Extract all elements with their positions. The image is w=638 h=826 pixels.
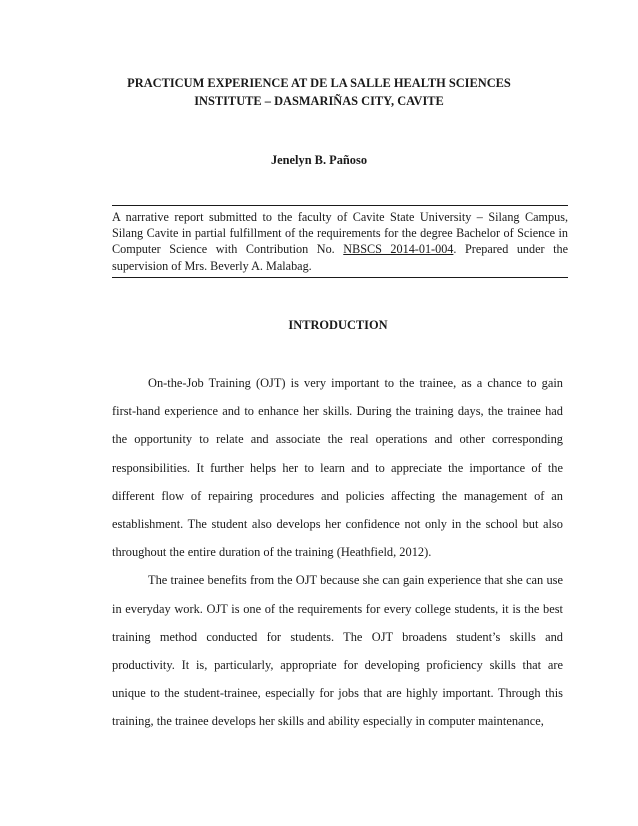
- body-text: [112, 369, 563, 736]
- section-heading: INTRODUCTION: [288, 318, 388, 332]
- paragraph-1: On-the-Job Training (OJT) is very important to the trainee, as a chance to gain first-hand experience and to enhance her skills. During the training days, the trainee had the opportunity to relate and associate the real operations and other corresponding responsibilities. It further helps her to learn and to appreciate the importance of the different flow of repairing procedures and policies affecting the management of an establishment. The student also develops her confidence not only in the school but also throughout the entire duration of the training (Heathfield, 2012).: [112, 376, 563, 560]
- title-line-1: PRACTICUM EXPERIENCE AT DE LA SALLE HEALTH SCIENCES: [127, 76, 511, 90]
- author-name: Jenelyn B. Pañoso: [270, 153, 368, 167]
- contribution-number: NBSCS 2014-01-004: [343, 242, 454, 257]
- paragraph-2: The trainee benefits from the OJT because she can gain experience that she can use in everyday work. OJT is one of the requirements for every college students, it is the best training method conducted for students. The OJT broadens student’s skills and productivity. It is, particularly, appropriate for developing proficiency skills that are unique to the student-trainee, especially for jobs that are highly important. Through this training, the trainee develops her skills and ability especially in computer maintenance,: [112, 573, 563, 729]
- document-title: [110, 74, 528, 110]
- abstract-text-before: A narrative report submitted to the faculty of Cavite State University – Silang Campus, Silang Cavite in partial fulfillment of the requirements for the degree Bachelor of Science in Computer Science with Contribution No.: [112, 210, 568, 257]
- title-line-2: INSTITUTE – DASMARIÑAS CITY, CAVITE: [194, 94, 444, 108]
- abstract-text-after: . Prepared under the supervision of Mrs. Beverly A. Malabag.: [112, 242, 569, 273]
- abstract-box: [112, 205, 568, 278]
